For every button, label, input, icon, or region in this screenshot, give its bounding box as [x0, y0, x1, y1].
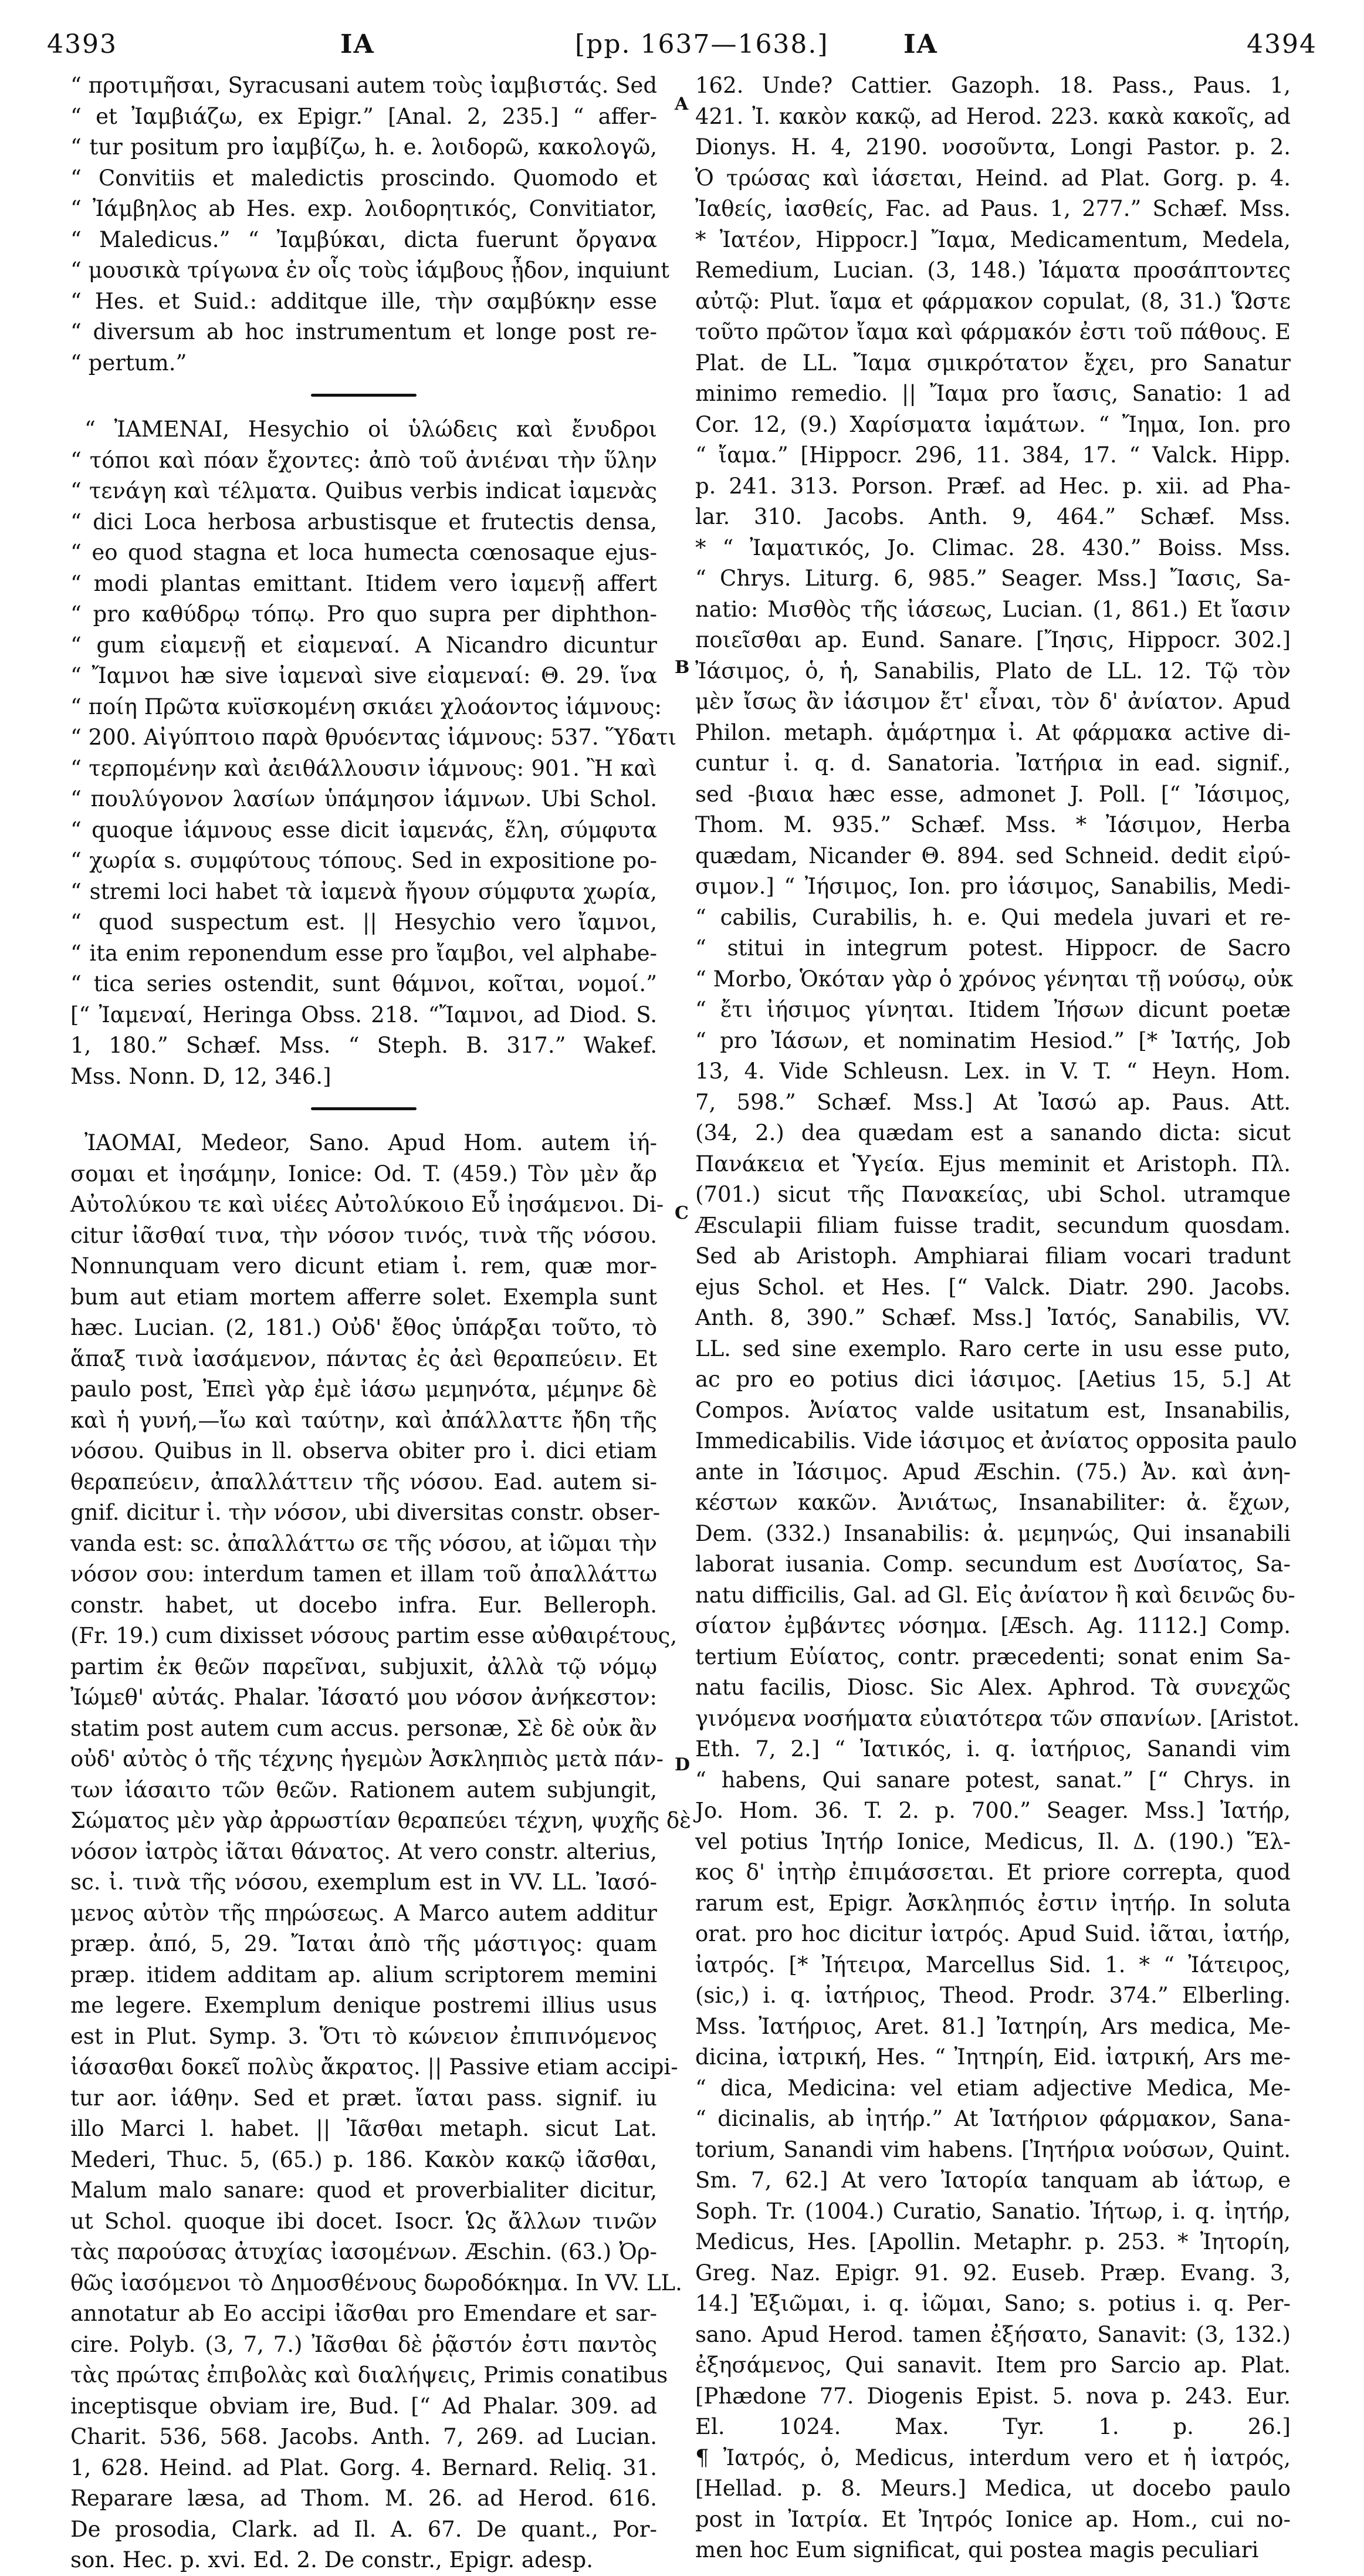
text-line: “ dica, Medicina: vel etiam adjective Medica, Me-: [695, 2075, 1291, 2101]
text-line: est in Plut. Symp. 3. Ὅτι τὸ κώνειον ἐπιπινόμενος: [70, 2023, 657, 2049]
text-line: (701.) sicut τῆς Πανακείας, ubi Schol. utramque: [695, 1182, 1291, 1207]
text-line: “ ἴαμα.” [Hippocr. 296, 11. 384, 17. “ Valck. Hipp.: [695, 442, 1291, 468]
entry-iambizo: [70, 70, 669, 378]
text-line: “ dicinalis, ab ἰητήρ.” At Ἰατήριον φάρμακον, Sana-: [695, 2106, 1291, 2131]
text-line: hæc. Lucian. (2, 181.) Οὐδ' ἔθος ὑπάρξαι τοῦτο, τὸ: [70, 1315, 657, 1340]
text-line: Sm. 7, 62.] At vero Ἰατορία tanquam ab ἰάτωρ, e: [695, 2168, 1291, 2193]
text-line: natu difficilis, Gal. ad Gl. Εἰς ἀνίατον ἢ καὶ δεινῶς δυ-: [695, 1582, 1295, 1608]
text-line: “ μουσικὰ τρίγωνα ἐν οἷς τοὺς ἰάμβους ᾖδον, inquiunt: [70, 258, 669, 283]
text-line: ἸΑΟΜΑΙ, Medeor, Sano. Apud Hom. autem ἰή-: [84, 1130, 657, 1155]
text-line: Σώματος μὲν γὰρ ἀρρωστίαν θεραπεύει τέχνη, ψυχῆς δὲ: [70, 1808, 692, 1833]
text-line: “ dici Loca herbosa arbustisque et frutectis densa,: [70, 509, 657, 535]
text-line: LL. sed sine exemplo. Raro certe in usu esse puto,: [695, 1336, 1291, 1361]
text-line: “ προτιμῆσαι, Syracusani autem τοὺς ἰαμβιστάς. Sed: [70, 73, 658, 98]
text-line: (34, 2.) dea quædam est a sanando dicta: sicut: [695, 1120, 1291, 1145]
text-line: sc. ἰ. τινὰ τῆς νόσου, exemplum est in VV. LL. Ἰασό-: [70, 1870, 657, 1895]
text-line: μὲν ἴσως ἂν ἰάσιμον ἔτ' εἶναι, τὸν δ' ἀνίατον. Apud: [695, 689, 1291, 714]
margin-letter-d: D: [675, 1754, 691, 1775]
text-line: “ Ἰάμβηλος ab Hes. exp. λοιδορητικός, Convitiator,: [70, 196, 657, 221]
text-line: Mss. Nonn. D, 12, 346.]: [70, 1063, 331, 1089]
text-line: “ quod suspectum est. || Hesychio vero ἴαμνοι,: [70, 910, 657, 935]
text-line: Anth. 8, 390.” Schæf. Mss.] Ἰατός, Sanabilis, VV.: [695, 1305, 1291, 1330]
text-line: Sed ab Aristoph. Amphiarai filiam vocari tradunt: [695, 1243, 1291, 1269]
text-line: 13, 4. Vide Schleusn. Lex. in V. T. “ Heyn. Hom.: [695, 1059, 1291, 1084]
text-line: “ τερπομένην καὶ ἀειθάλλουσιν ἰάμνους: 901. Ἢ καὶ: [70, 755, 657, 781]
text-line: rarum est, Epigr. Ἀσκληπιός ἐστιν ἰητήρ. In soluta: [695, 1890, 1291, 1916]
text-line: θῶς ἰασόμενοι τὸ Δημοσθένους δωροδόκημα. In VV. LL.: [70, 2270, 682, 2296]
text-line: “ habens, Qui sanare potest, sanat.” [“ Chrys. in: [695, 1767, 1291, 1793]
text-line: bum aut etiam mortem afferre solet. Exempla sunt: [70, 1284, 657, 1310]
text-line: (sic,) i. q. ἰατήριος, Theod. Prodr. 374.” Elberling.: [695, 1983, 1291, 2008]
text-line: “ et Ἰαμβιάζω, ex Epigr.” [Anal. 2, 235.] “ affer-: [70, 103, 657, 129]
text-line: “ Convitiis et maledictis proscindo. Quomodo et: [70, 165, 657, 191]
text-line: gnif. dicitur ἰ. τὴν νόσον, ubi diversitas constr. obser-: [70, 1500, 661, 1525]
margin-section-letters: [675, 70, 692, 2347]
text-line: De prosodia, Clark. ad Il. A. 67. De quant., Por-: [70, 2516, 657, 2542]
section-divider: [311, 1107, 417, 1110]
text-line: p. 241. 313. Porson. Præf. ad Hec. p. xii. ad Pha-: [695, 473, 1291, 499]
text-line: “ Maledicus.” “ Ἰαμβύκαι, dicta fuerunt ὄργανα: [70, 227, 657, 252]
text-line: Plat. de LL. Ἴαμα σμικρότατον ἔχει, pro Sanatur: [695, 350, 1291, 376]
text-line: “ Morbo, Ὁκόταν γὰρ ὁ χρόνος γένηται τῇ νούσῳ, οὐκ: [695, 966, 1294, 992]
text-line: “ eo quod stagna et loca humecta cœnosaque ejus-: [70, 540, 657, 565]
text-line: σιμον.] “ Ἰήσιμος, Ion. pro ἰάσιμος, Sanabilis, Medi-: [695, 874, 1291, 899]
margin-letter-b: B: [675, 657, 690, 678]
text-line: illo Marci l. habet. || Ἰᾶσθαι metaph. sicut Lat.: [70, 2116, 657, 2141]
text-line: Ἰαθείς, ἰασθείς, Fac. ad Paus. 1, 277.” Schæf. Mss.: [695, 196, 1291, 221]
page-number-right: 4394: [1247, 29, 1317, 59]
text-line: torium, Sanandi vim habens. [Ἰητήρια νούσων, Quint.: [695, 2136, 1291, 2162]
text-line: Reparare læsa, ad Thom. M. 26. ad Herod. 616.: [70, 2486, 657, 2511]
left-column: [70, 70, 692, 2572]
text-line: 162. Unde? Cattier. Gazoph. 18. Pass., Paus. 1,: [695, 73, 1291, 98]
text-line: [Phædone 77. Diogenis Epist. 5. nova p. 243. Eur.: [695, 2383, 1291, 2409]
text-line: “ pro καθύδρῳ τόπῳ. Pro quo supra per diphthon-: [70, 601, 657, 627]
text-line: 1, 180.” Schæf. Mss. “ Steph. B. 317.” Wakef.: [70, 1033, 657, 1058]
text-line: Soph. Tr. (1004.) Curatio, Sanatio. Ἰήτωρ, i. q. ἰητήρ,: [695, 2198, 1291, 2224]
text-line: “ ἔτι ἰήσιμος γίνηται. Itidem Ἰήσων dicunt poetæ: [695, 997, 1291, 1022]
text-line: 14.] Ἐξιῶμαι, i. q. ἰῶμαι, Sano; s. potius i. q. Per-: [695, 2291, 1291, 2316]
text-line: quædam, Nicander Θ. 894. sed Schneid. dedit εἰρύ-: [695, 843, 1291, 868]
text-line: “ tica series ostendit, sunt θάμνοι, κοῖται, νομοί.”: [70, 971, 657, 996]
section-divider: [311, 394, 417, 397]
text-line: “ quoque ἰάμνους esse dicit ἰαμενάς, ἕλη, σύμφυτα: [70, 817, 657, 843]
text-line: Greg. Naz. Epigr. 91. 92. Euseb. Præp. Evang. 3,: [695, 2260, 1291, 2286]
text-line: orat. pro hoc dicitur ἰατρός. Apud Suid. ἰᾶται, ἰατήρ,: [695, 1921, 1291, 1946]
text-line: “ pertum.”: [70, 350, 187, 376]
text-line: natio: Μισθὸς τῆς ἰάσεως, Lucian. (1, 861.) Et ἴασιν: [695, 596, 1291, 622]
text-line: “ cabilis, Curabilis, h. e. Qui medela juvari et re-: [695, 904, 1291, 930]
text-line: οὐδ' αὐτὸς ὁ τῆς τέχνης ἡγεμὼν Ἀσκληπιὸς μετὰ πάν-: [70, 1746, 664, 1772]
text-line: Dionys. H. 4, 2190. νοσοῦντα, Longi Pastor. p. 2.: [695, 134, 1291, 160]
entry-iaomai: [70, 1128, 692, 2576]
text-line: sed -βιαια hæc esse, admonet J. Poll. [“ Ἰάσιμος,: [695, 781, 1291, 807]
text-line: Thom. M. 935.” Schæf. Mss. * Ἰάσιμον, Herba: [695, 812, 1291, 837]
running-head-left: IA: [340, 29, 375, 59]
text-line: Cor. 12, (9.) Χαρίσματα ἰαμάτων. “ Ἴημα, Ion. pro: [695, 411, 1291, 437]
text-line: Remedium, Lucian. (3, 148.) Ἰάματα προσάπτοντες: [695, 258, 1291, 283]
text-line: * “ Ἰαματικός, Jo. Climac. 28. 430.” Boiss. Mss.: [695, 535, 1291, 560]
text-line: Mederi, Thuc. 5, (65.) p. 186. Κακὸν κακῷ ἰᾶσθαι,: [70, 2146, 657, 2172]
text-line: Immedicabilis. Vide ἰάσιμος et ἀνίατος opposita paulo: [695, 1428, 1297, 1453]
text-line: vanda est: sc. ἀπαλλάττω σε τῆς νόσου, at ἰῶμαι τὴν: [70, 1530, 657, 1556]
text-line: των ἰάσαιτο τῶν θεῶν. Rationem autem subjungit,: [70, 1777, 657, 1803]
text-line: inceptisque obviam ire, Bud. [“ Ad Phalar. 309. ad: [70, 2393, 657, 2419]
text-line: Philon. metaph. ἁμάρτημα ἰ. At φάρμακα active di-: [695, 719, 1291, 745]
text-line: Nonnunquam vero dicunt etiam ἰ. rem, quæ mor-: [70, 1253, 657, 1279]
text-line: lar. 310. Jacobs. Anth. 9, 464.” Schæf. Mss.: [695, 504, 1291, 529]
text-line: σομαι et ἰησάμην, Ionice: Od. T. (459.) Τὸν μὲν ἄρ: [70, 1161, 657, 1186]
text-line: τὰς πρώτας ἐπιβολὰς καὶ διαλήψεις, Primis conatibus: [70, 2362, 668, 2388]
text-line: cire. Polyb. (3, 7, 7.) Ἰᾶσθαι δὲ ῥᾷστόν ἐστι παντὸς: [70, 2331, 657, 2357]
text-line: sano. Apud Herod. tamen ἐξήσατο, Sanavit: (3, 132.): [695, 2321, 1291, 2347]
text-line: dicina, ἰατρική, Hes. “ Ἰητηρίη, Eid. ἰατρική, Ars me-: [695, 2044, 1291, 2070]
text-line: “ stitui in integrum potest. Hippocr. de Sacro: [695, 935, 1291, 961]
text-line: ante in Ἰάσιμος. Apud Æschin. (75.) Ἀν. καὶ ἀνη-: [695, 1459, 1291, 1485]
text-line: “ πουλύγονον λασίων ὑπάμησον ἰάμνων. Ubi Schol.: [70, 786, 657, 812]
text-line: ¶ Ἰατρός, ὁ, Medicus, interdum vero et ἡ ἰατρός,: [695, 2445, 1291, 2470]
text-line: partim ἐκ θεῶν παρεῖναι, subjuxit, ἀλλὰ τῷ νόμῳ: [70, 1654, 657, 1679]
text-line: “ τόποι καὶ πόαν ἔχοντες: ἀπὸ τοῦ ἀνιέναι τὴν ὕλην: [70, 447, 657, 473]
text-line: Dem. (332.) Insanabilis: ἀ. μεμηνώς, Qui insanabili: [695, 1520, 1291, 1546]
text-line: ποιεῖσθαι ap. Eund. Sanare. [Ἴησις, Hippocr. 302.]: [695, 627, 1291, 653]
text-line: præp. itidem additam ap. alium scriptorem memini: [70, 1962, 657, 1987]
text-line: μενος αὐτὸν τῆς πηρώσεως. A Marco autem additur: [70, 1900, 657, 1926]
text-line: tertium Εὐίατος, contr. præcedenti; sonat enim Sa-: [695, 1644, 1291, 1669]
text-line: τοῦτο πρῶτον ἴαμα καὶ φάρμακόν ἐστι τοῦ πάθους. E: [695, 319, 1291, 344]
text-line: Compos. Ἀνίατος valde usitatum est, Insanabilis,: [695, 1397, 1291, 1423]
text-line: γινόμενα νοσήματα εὐιατότερα τῶν σπανίων. [Aristot.: [695, 1705, 1300, 1731]
text-line: κέστων κακῶν. Ἀνιάτως, Insanabiliter: ἀ. ἔχων,: [695, 1490, 1291, 1515]
margin-letter-c: C: [675, 1203, 689, 1223]
text-line: νόσον σου: interdum tamen et illam τοῦ ἀπαλλάττω: [70, 1561, 657, 1587]
text-line: Jo. Hom. 36. T. 2. p. 700.” Seager. Mss.] Ἰατήρ,: [695, 1798, 1291, 1823]
text-line: “ stremi loci habet τὰ ἰαμενὰ ἤγουν σύμφυτα χωρία,: [70, 878, 657, 904]
text-line: ut Schol. quoque ibi docet. Isocr. Ὡς ἄλλων τινῶν: [70, 2208, 657, 2234]
text-line: El. 1024. Max. Tyr. 1. p. 26.]: [695, 2414, 1291, 2439]
text-line: Πανάκεια et Ὑγεία. Ejus meminit et Aristoph. Πλ.: [695, 1151, 1291, 1177]
text-line: “ τενάγη καὶ τέλματα. Quibus verbis indicat ἰαμενὰς: [70, 478, 657, 503]
text-line: κος δ' ἰητὴρ ἐπιμάσσεται. Et priore correpta, quod: [695, 1860, 1291, 1885]
text-line: “ ita enim reponendum esse pro ἴαμβοι, vel alphabe-: [70, 940, 657, 966]
text-line: vel potius Ἰητήρ Ionice, Medicus, Il. Δ. (190.) Ἕλ-: [695, 1828, 1291, 1854]
text-line: αὐτῷ: Plut. ἴαμα et φάρμακον copulat, (8, 31.) Ὥστε: [695, 288, 1291, 314]
text-line: [“ Ἰαμεναί, Heringa Obss. 218. “Ἴαμνοι, ad Diod. S.: [70, 1002, 657, 1027]
text-line: [Hellad. p. 8. Meurs.] Medica, ut docebo paulo: [695, 2476, 1291, 2501]
entry-iamenai: [70, 414, 677, 1092]
text-line: ἰάσασθαι δοκεῖ πολὺς ἄκρατος. || Passive etiam accipi-: [70, 2054, 678, 2080]
text-line: (Fr. 19.) cum dixisset νόσους partim esse αὐθαιρέτους,: [70, 1623, 678, 1648]
margin-letter-a: A: [675, 94, 689, 114]
text-line: νόσον ἰατρὸς ἰᾶται θάνατος. At vero constr. alterius,: [70, 1838, 657, 1864]
text-line: σίατον ἐμβάντες νόσημα. [Æsch. Ag. 1112.] Comp.: [695, 1613, 1291, 1638]
entry-iasis-iatros: [695, 70, 1300, 2566]
text-line: men hoc Eum significat, qui postea magis peculiari: [695, 2537, 1259, 2563]
text-line: cuntur ἰ. q. d. Sanatoria. Ἰατήρια in ead. signif.,: [695, 751, 1291, 776]
text-line: post in Ἰατρία. Et Ἰητρός Ionice ap. Hom., cui no-: [695, 2506, 1291, 2532]
text-line: Ὁ τρώσας καὶ ἰάσεται, Heind. ad Plat. Gorg. p. 4.: [695, 165, 1291, 191]
text-line: 7, 598.” Schæf. Mss.] At Ἰασώ ap. Paus. Att.: [695, 1089, 1291, 1115]
text-line: νόσου. Quibus in ll. observa obiter pro ἰ. dici etiam: [70, 1438, 657, 1463]
text-line: ἐξησάμενος, Qui sanavit. Item pro Sarcio ap. Plat.: [695, 2352, 1291, 2378]
text-line: “ pro Ἰάσων, et nominatim Hesiod.” [* Ἰατής, Job: [695, 1027, 1291, 1053]
page-header: [35, 23, 1329, 76]
text-line: * Ἰατέον, Hippocr.] Ἴαμα, Medicamentum, Medela,: [695, 227, 1291, 252]
text-line: ἰατρός. [* Ἰήτειρα, Marcellus Sid. 1. * “ Ἰάτειρος,: [695, 1952, 1291, 1977]
text-line: Αὐτολύκου τε καὶ υἱέες Αὐτολύκοιο Εὖ ἰησάμενοι. Di-: [70, 1192, 664, 1217]
text-line: constr. habet, ut docebo infra. Eur. Belleroph.: [70, 1592, 657, 1618]
text-line: καὶ ἡ γυνή,—ἴω καὶ ταύτην, καὶ ἀπάλλαττε ἤδη τῆς: [70, 1407, 657, 1433]
text-line: minimo remedio. || Ἴαμα pro ἴασις, Sanatio: 1 ad: [695, 381, 1291, 406]
text-line: “ modi plantas emittant. Itidem vero ἰαμενῇ affert: [70, 570, 657, 596]
text-line: statim post autem cum accus. personæ, Σὲ δὲ οὐκ ἂν: [70, 1715, 657, 1741]
text-line: “ gum εἰαμενῇ et εἰαμεναί. A Nicandro dicuntur: [70, 632, 657, 658]
text-line: “ ἸΑΜΕΝΑΙ, Hesychio οἱ ὑλώδεις καὶ ἔνυδροι: [84, 417, 657, 442]
text-line: τὰς παρούσας ἀτυχίας ἰασομένων. Æschin. (63.) Ὀρ-: [70, 2239, 657, 2264]
text-line: Medicus, Hes. [Apollin. Metaphr. p. 253. * Ἰητορίη,: [695, 2229, 1291, 2254]
page-range: [pp. 1637—1638.]: [575, 29, 829, 59]
text-line: paulo post, Ἐπεὶ γὰρ ἐμὲ ἰάσω μεμηνότα, μέμηνε δὲ: [70, 1377, 657, 1402]
text-line: tur aor. ἰάθην. Sed et præt. ἴαται pass. signif. iu: [70, 2085, 657, 2111]
text-line: “ Ἴαμνοι hæ sive ἰαμεναὶ sive εἰαμεναί: Θ. 29. ἵνα: [70, 663, 657, 688]
text-line: “ Chrys. Liturg. 6, 985.” Seager. Mss.] Ἴασις, Sa-: [695, 566, 1291, 591]
text-line: “ ποίη Πρῶτα κυϊσκομένη σκιάει χλοάοντος ἰάμνους:: [70, 694, 662, 719]
text-line: 421. Ἰ. κακὸν κακῷ, ad Herod. 223. κακὰ κακοῖς, ad: [695, 103, 1291, 129]
text-line: citur ἰᾶσθαί τινα, τὴν νόσον τινός, τινὰ τῆς νόσου.: [70, 1222, 657, 1248]
running-head-right: IA: [903, 29, 938, 59]
text-line: Malum malo sanare: quod et proverbialiter dicitur,: [70, 2178, 657, 2203]
text-line: laborat iusania. Comp. secundum est Δυσίατος, Sa-: [695, 1551, 1291, 1577]
text-line: ejus Schol. et Hes. [“ Valck. Diatr. 290. Jacobs.: [695, 1274, 1291, 1300]
text-line: natu facilis, Diosc. Sic Alex. Aphrod. Τὰ συνεχῶς: [695, 1675, 1291, 1700]
text-line: ac pro eo potius dici ἰάσιμος. [Aetius 15, 5.] At: [695, 1367, 1291, 1392]
text-line: præp. ἀπό, 5, 29. Ἴαται ἀπὸ τῆς μάστιγος: quam: [70, 1931, 657, 1956]
text-line: “ 200. Αἰγύπτοιο παρὰ θρυόεντας ἰάμνους: 537. Ὕδατι: [70, 725, 677, 750]
text-line: “ χωρία s. συμφύτους τόπους. Sed in expositione po-: [70, 848, 657, 873]
text-line: Eth. 7, 2.] “ Ἰατικός, i. q. ἰατήριος, Sanandi vim: [695, 1736, 1291, 1762]
text-line: “ diversum ab hoc instrumentum et longe post re-: [70, 319, 657, 344]
right-column: [695, 70, 1300, 2563]
text-line: Æsculapii filiam fuisse tradit, secundum quosdam.: [695, 1212, 1291, 1238]
text-line: θεραπεύειν, ἀπαλλάττειν τῆς νόσου. Ead. autem si-: [70, 1469, 657, 1495]
text-line: Charit. 536, 568. Jacobs. Anth. 7, 269. ad Lucian.: [70, 2424, 657, 2449]
text-line: Ἰώμεθ' αὐτάς. Phalar. Ἰάσατό μου νόσον ἀνήκεστον:: [70, 1685, 657, 1710]
text-line: ἅπαξ τινὰ ἰασάμενον, πάντας ἐς ἀεὶ θεραπεύειν. Et: [70, 1346, 657, 1371]
text-line: son. Hec. p. xvi. Ed. 2. De constr., Epigr. adesp.: [70, 2547, 593, 2572]
text-line: Ἰάσιμος, ὁ, ἡ, Sanabilis, Plato de LL. 12. Τῷ τὸν: [695, 658, 1291, 684]
page-number-left: 4393: [47, 29, 117, 59]
text-line: me legere. Exemplum denique postremi illius usus: [70, 1993, 657, 2018]
text-line: “ tur positum pro ἰαμβίζω, h. e. λοιδορῶ, κακολογῶ,: [70, 134, 657, 160]
text-line: annotatur ab Eo accipi ἰᾶσθαι pro Emendare et sar-: [70, 2301, 657, 2326]
text-line: 1, 628. Heind. ad Plat. Gorg. 4. Bernard. Reliq. 31.: [70, 2455, 657, 2480]
text-line: Mss. Ἰατήριος, Aret. 81.] Ἰατηρίη, Ars medica, Me-: [695, 2013, 1291, 2039]
text-line: “ Hes. et Suid.: additque ille, τὴν σαμβύκην esse: [70, 288, 657, 314]
